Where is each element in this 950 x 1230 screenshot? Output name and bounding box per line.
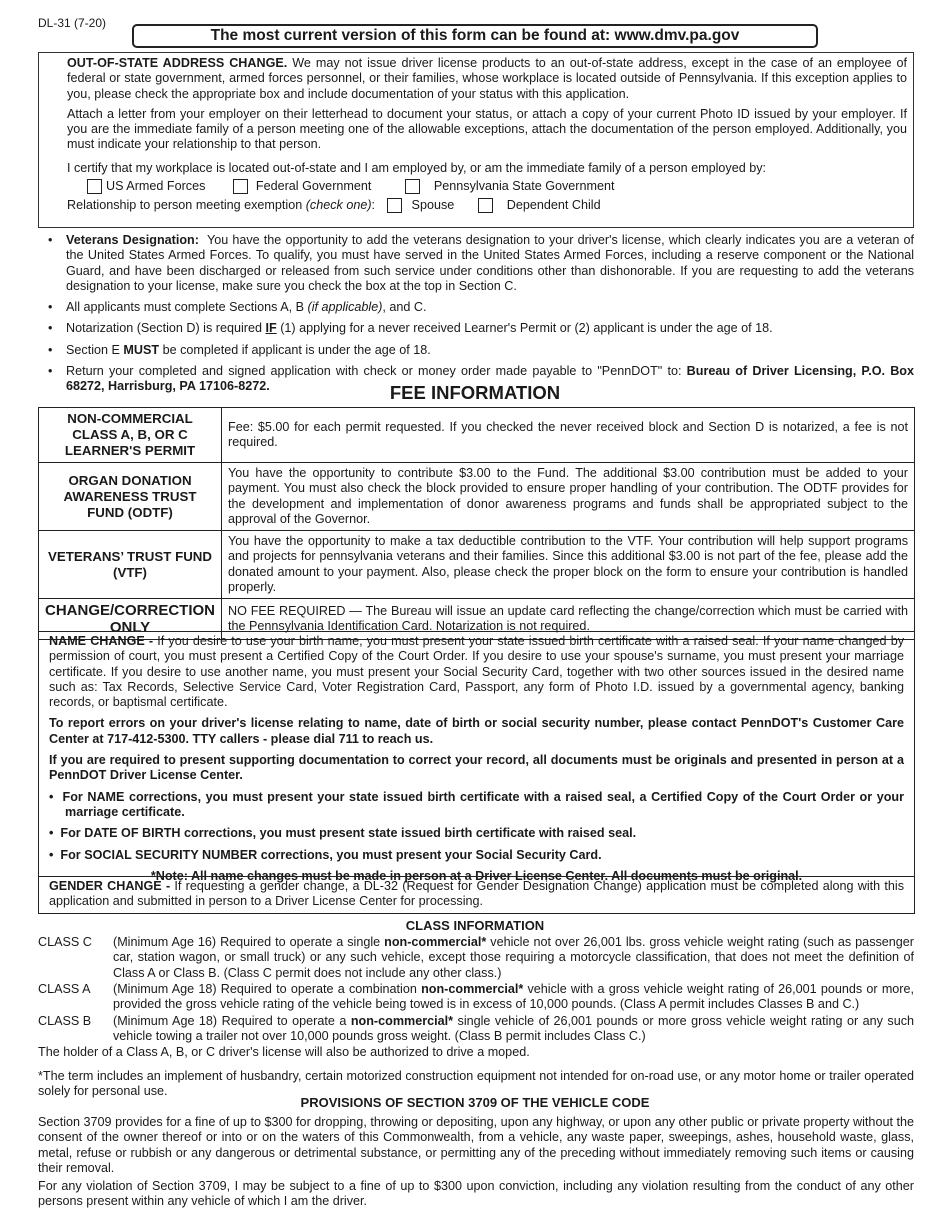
class-information-title: CLASS INFORMATION (405, 918, 545, 933)
table-row (39, 463, 915, 531)
fee-table (38, 407, 915, 640)
non-commercial-footnote: *The term includes an implement of husbandry, certain motorized construction equipment not intended for on-road use, or any motor home or trailer operated solely for personal use. (38, 1069, 914, 1099)
gender-change-text: If requesting a gender change, a DL-32 (Request for Gender Designation Change) application must be completed along with this application and submitted in person to a Driver License Center for processing. (49, 879, 904, 909)
instruction-bullets (38, 233, 914, 401)
fee-row-text: Fee: $5.00 for each permit requested. If you checked the never received block and Section D is notarized, a fee is not required. (222, 408, 915, 463)
pa-state-government-label: Pennsylvania State Government (433, 179, 615, 194)
fee-row-head: NON-COMMERCIAL CLASS A, B, OR C LEARNER'S PERMIT (39, 408, 222, 463)
class-name: CLASS C (38, 935, 92, 949)
name-change-section (38, 631, 915, 883)
name-change-title: NAME CHANGE - (49, 634, 154, 648)
sections-bullet: • All applicants must complete Sections A, B (if applicable), and C. (38, 300, 914, 315)
list-item: • For DATE OF BIRTH corrections, you must present state issued birth certificate with raised seal. (49, 826, 637, 841)
federal-government-checkbox[interactable] (233, 179, 248, 194)
fee-row-text: You have the opportunity to make a tax deductible contribution to the VTF. Your contribution will help support programs and projects for pennsylvania veterans and their families. Since this additional $3.00 is not part of the fee, please add the donated amount to your payment. Also, please check the proper block on the form to ensure your contribution is handled properly. (222, 531, 915, 599)
fee-row-text: NO FEE REQUIRED — The Bureau will issue an update card reflecting the change/correction which must be carried with the Pennsylvania Identification Card. Notarization is not required. (222, 599, 915, 640)
fee-row-head: ORGAN DONATION AWARENESS TRUST FUND (ODTF) (39, 463, 222, 531)
spouse-label: Spouse (411, 198, 455, 213)
gender-change-title: GENDER CHANGE - (49, 879, 171, 893)
name-change-note: *Note: All name changes must be made in person at a Driver License Center. All documents must be original. (150, 868, 803, 883)
gender-change-section (38, 876, 915, 914)
class-a-entry (38, 982, 914, 1013)
moped-note: The holder of a Class A, B, or C driver's license will also be authorized to drive a moped. (38, 1045, 530, 1059)
dependent-child-label: Dependent Child (506, 198, 601, 213)
federal-government-label: Federal Government (255, 179, 372, 194)
employer-checkbox-row (87, 179, 907, 194)
relationship-label: Relationship to person meeting exemption (67, 198, 303, 213)
supporting-docs-text: If you are required to present supporting documentation to correct your record, all documents must be originals and presented in person at a PennDOT Driver License Center. (49, 753, 904, 783)
spouse-checkbox[interactable] (387, 198, 402, 213)
fee-row-text: You have the opportunity to contribute $3.00 to the Fund. The additional $3.00 contribution must be added to your payment. You must also check the block provided to ensure proper handling of your contribution. The ODTF provides for the development and implementation of donor awareness programs and funds shall be appropriated subject to the approval of the Governor. (222, 463, 915, 531)
us-armed-forces-checkbox[interactable] (87, 179, 102, 194)
us-armed-forces-label: US Armed Forces (106, 179, 206, 194)
out-of-state-title: OUT-OF-STATE ADDRESS CHANGE. (67, 56, 288, 70)
return-bullet: • Return your completed and signed application with check or money order made payable to "PennDOT" to: Bureau of Driver Licensing, P.O. Box 68272, Harrisburg, PA 17106-8272. (38, 364, 914, 395)
section-e-bullet: • Section E MUST be completed if applicant is under the age of 18. (38, 343, 914, 358)
table-row (39, 408, 915, 463)
report-errors-text: To report errors on your driver's license relating to name, date of birth or social security number, please contact PennDOT's Customer Care Center at 717-412-5300. TTY callers - please dial 711 to reach us. (49, 716, 904, 746)
form-version-banner: The most current version of this form can be found at: www.dmv.pa.gov (132, 24, 818, 48)
form-number: DL-31 (7-20) (38, 16, 107, 30)
relationship-row: Relationship to person meeting exemption (check one): Spouse Dependent Child (67, 198, 601, 213)
out-of-state-para2: Attach a letter from your employer on their letterhead to document your status, or attach a copy of your current Photo ID issued by your employer. If you are the immediate family of a person meeting one of the allowable exceptions, attach the documentation of the person employed. Additionally, you must indicate your relationship to that person. (67, 106, 907, 152)
veterans-title: Veterans Designation: (66, 233, 199, 247)
relationship-hint: (check one) (305, 198, 372, 213)
dependent-child-checkbox[interactable] (478, 198, 493, 213)
class-description: (Minimum Age 18) Required to operate a combination non-commercial* vehicle with a gross vehicle weight rating of 26,001 pounds or more, provided the gross vehicle rating of the vehicle being towed is in excess of 10,000 pounds. (Class A permit includes Classes B and C.) (113, 982, 915, 1012)
class-c-entry (38, 935, 914, 981)
class-name: CLASS A (38, 982, 91, 996)
fee-row-head: VETERANS’ TRUST FUND (VTF) (39, 531, 222, 599)
certify-text: I certify that my workplace is located out-of-state and I am employed by, or am the immediate family of a person employed by: (67, 160, 767, 175)
veterans-text: You have the opportunity to add the veterans designation to your driver's license, which clearly indicates you are a veteran of the United States Armed Forces. To qualify, you must have served in the United States Armed Forces, including a reserve component or the National Guard, and have been discharged or released from such service under conditions other than dishonorable. If you are requesting to add the veterans designation to your license, make sure you check the box at the top in Section C. (66, 233, 914, 293)
provisions-para2: For any violation of Section 3709, I may be subject to a fine of up to $300 upon conviction, including any violation resulting from the conduct of any other persons present within any vehicle of which I am the driver. (38, 1179, 914, 1209)
pa-state-government-checkbox[interactable] (405, 179, 420, 194)
out-of-state-para1 (67, 56, 907, 102)
class-description: (Minimum Age 18) Required to operate a non-commercial* single vehicle of 26,001 pounds or more gross vehicle weight rating or any such vehicle towing a trailer not over 10,000 pounds gross weight. (Class B permit includes Class C.) (113, 1014, 915, 1044)
fee-row-head: CHANGE/CORRECTION ONLY (39, 599, 222, 640)
table-row (39, 531, 915, 599)
veterans-bullet (38, 233, 914, 294)
out-of-state-section (38, 52, 914, 228)
notary-bullet: • Notarization (Section D) is required IF (1) applying for a never received Learner's Permit or (2) applicant is under the age of 18. (38, 321, 914, 336)
class-description: (Minimum Age 16) Required to operate a single non-commercial* vehicle not over 26,001 lbs. gross vehicle weight rating (such as passenger car, station wagon, or small truck) or any such vehicle, except those requiring a motorcycle classification, that does not meet the definition of Class A or Class B. (Class C permit does not include any other class.) (113, 935, 914, 980)
class-b-entry (38, 1014, 914, 1045)
class-name: CLASS B (38, 1014, 92, 1028)
name-change-para (49, 634, 904, 710)
provisions-para1: Section 3709 provides for a fine of up to $300 for dropping, throwing or depositing, upon any highway, or upon any other public or private property without the consent of the owner thereof or into or on the waters of this Commonwealth, from a vehicle, any waste paper, sweepings, ashes, household waste, glass, metal, refuse or rubbish or any dangerous or detrimental substance, or permitting any of the preceding without immediately removing such items or causing their removal. (38, 1115, 914, 1175)
name-change-text: If you desire to use your birth name, you must present your state issued birth certificate with a raised seal. If your name changed by permission of court, you must present a Certified Copy of the Court Order. If you desire to use your spouse's surname, you must present your marriage certificate. If you desire to use another name, you must present your Social Security Card, together with two other sources issued in the desired name such as: Tax Records, Selective Service Card, Voter Registration Card, Passport, any form of Photo I.D. issued by a governmental agency, banking records, or baptismal certificate. (49, 634, 904, 710)
fee-information-title: FEE INFORMATION (389, 382, 561, 403)
out-of-state-text: We may not issue driver license products to an out-of-state address, except in the case of an employee of federal or state government, armed forces personnel, or their families, whose workplace is located outside of Pennsylvania. If this exception applies to you, please check the appropriate box and include documentation of your status with this application. (67, 56, 908, 101)
list-item: • For NAME corrections, you must present your state issued birth certificate with a raised seal, a Certified Copy of the Court Order or your marriage certificate. (49, 789, 904, 819)
provisions-title: PROVISIONS OF SECTION 3709 OF THE VEHICLE CODE (300, 1095, 650, 1110)
list-item: • For SOCIAL SECURITY NUMBER corrections, you must present your Social Security Card. (49, 847, 602, 862)
